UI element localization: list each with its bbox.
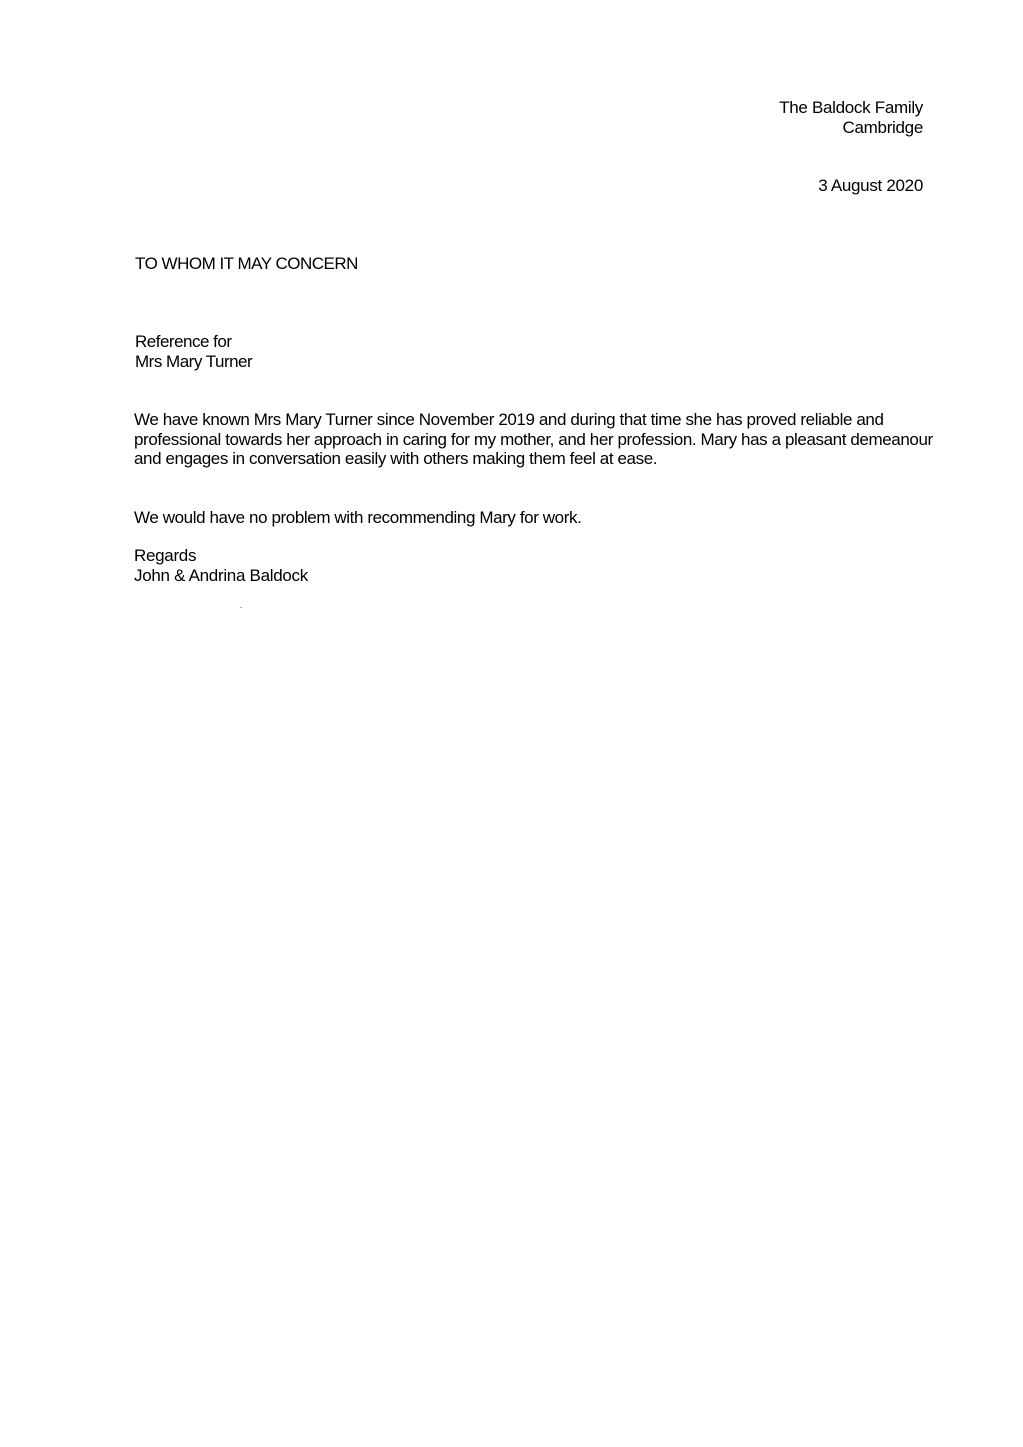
salutation: TO WHOM IT MAY CONCERN — [135, 254, 358, 273]
subject-line-2: Mrs Mary Turner — [135, 352, 253, 371]
letter-body — [134, 410, 934, 469]
scan-speck — [240, 607, 242, 608]
letter-date: 3 August 2020 — [818, 176, 923, 195]
signoff-block — [134, 546, 308, 586]
regards-text: Regards — [134, 546, 197, 565]
subject-block — [135, 332, 252, 372]
signatories: John & Andrina Baldock — [134, 566, 308, 585]
body-paragraph-2: We would have no problem with recommending Mary for work. — [134, 508, 582, 527]
sender-block — [779, 98, 923, 138]
sender-location: Cambridge — [842, 118, 923, 137]
subject-line-1: Reference for — [135, 332, 232, 351]
body-paragraph-1: We have known Mrs Mary Turner since November 2019 and during that time she has proved reliable and professional towards her approach in caring for my mother, and her profession. Mary has a pleasant demeanour and engages in conversation easily with others making them feel at ease. — [134, 410, 933, 468]
sender-name: The Baldock Family — [779, 98, 923, 117]
